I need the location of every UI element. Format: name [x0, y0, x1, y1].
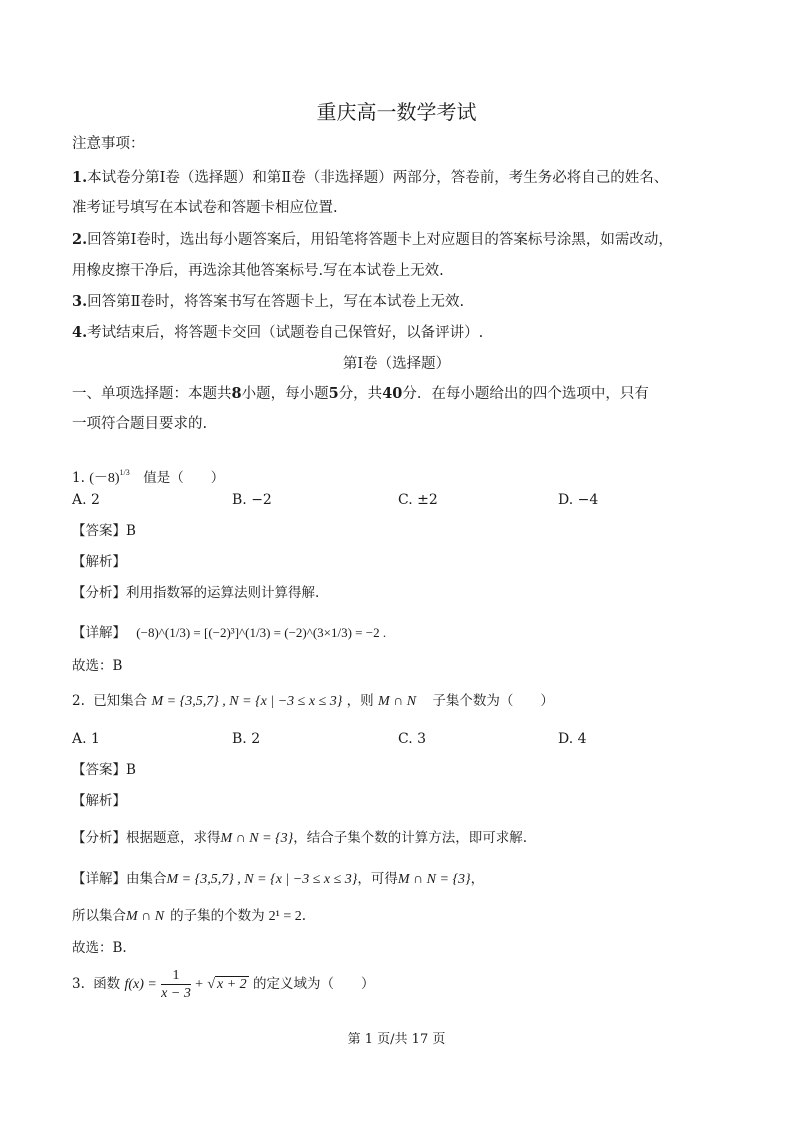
page-title: 重庆高一数学考试 [316, 100, 477, 124]
notice-line: 用橡皮擦干净后，再选涂其他答案标号.写在本试卷上无效. [72, 263, 444, 279]
q2-option-c: C. 3 [398, 731, 427, 747]
q1-option-b: B. −2 [232, 492, 272, 508]
q1-expression: $(-8)^{1/3}$ [89, 468, 130, 486]
part-intro: 一、单项选择题：本题共8小题，每小题5分，共40分．在每小题给出的四个选项中，只有 [72, 385, 649, 402]
q1-answer: 【答案】B [72, 523, 136, 539]
notice-line: 2.回答第Ⅰ卷时，选出每小题答案后，用铅笔将答题卡上对应题目的答案标号涂黑，如需改动， [72, 231, 673, 248]
notice-line: 4.考试结束后，将答题卡交回（试题卷自己保管好，以备评讲）. [72, 324, 484, 341]
question-3-stem: 3. 函数 f(x) = $\frac{1}{x - 3}$ + √ x + 2 的定义域为（ ） [72, 964, 374, 1005]
part-intro-line2: 一项符合题目要求的. [72, 416, 208, 432]
section-title: 第Ⅰ卷（选择题） [342, 356, 451, 372]
q2-option-d: D. 4 [558, 731, 587, 747]
q2-analysis: 【分析】根据题意，求得M ∩ N = {3}，结合子集个数的计算方法，即可求解. [72, 830, 528, 846]
q2-analysis-label: 【解析】 [72, 793, 126, 809]
q3-fraction: $\frac{1}{x - 3}$ [161, 968, 191, 1001]
q1-analysis: 【分析】利用指数幂的运算法则计算得解. [72, 585, 320, 601]
q2-detail: 【详解】由集合M = {3,5,7} , N = {x | −3 ≤ x ≤ 3}，可得M ∩ N = {3}， [72, 871, 485, 887]
notice-line: 3.回答第Ⅱ卷时，将答案书写在答题卡上，写在本试卷上无效. [72, 293, 465, 310]
page-footer: 第 1 页/共 17 页 [347, 1032, 446, 1047]
q1-detail: 【详解】 (−8)^(1/3) = [(−2)³]^(1/3) = (−2)^(3×1/3) = −2 . [72, 625, 387, 641]
q2-answer: 【答案】B [72, 762, 136, 778]
notice-heading: 注意事项： [72, 136, 145, 152]
question-1-stem: 1. $(-8)^{1/3}$ 值是（ ） [72, 468, 225, 486]
q3-sqrt: √ x + 2 [207, 977, 247, 992]
q1-conclusion: 故选：B [72, 658, 123, 674]
q1-option-d: D. −4 [558, 492, 599, 508]
q2-detail-line2: 所以集合M ∩ N 的子集的个数为 2¹ = 2. [72, 908, 307, 924]
notice-line: 准考证号填写在本试卷和答题卡相应位置. [72, 200, 338, 216]
question-2-stem: 2. 已知集合 M = {3,5,7} , N = {x | −3 ≤ x ≤ 3} ，则 M ∩ N 子集个数为（ ） [72, 693, 554, 709]
notice-line: 1.本试卷分第Ⅰ卷（选择题）和第Ⅱ卷（非选择题）两部分，答卷前，考生务必将自己的姓名、 [72, 169, 669, 186]
q1-option-c: C. ±2 [398, 492, 438, 508]
q1-analysis-label: 【解析】 [72, 554, 126, 570]
q1-option-a: A. 2 [72, 492, 100, 508]
q2-conclusion: 故选：B. [72, 940, 127, 956]
q2-option-b: B. 2 [232, 731, 261, 747]
q2-option-a: A. 1 [72, 731, 100, 747]
